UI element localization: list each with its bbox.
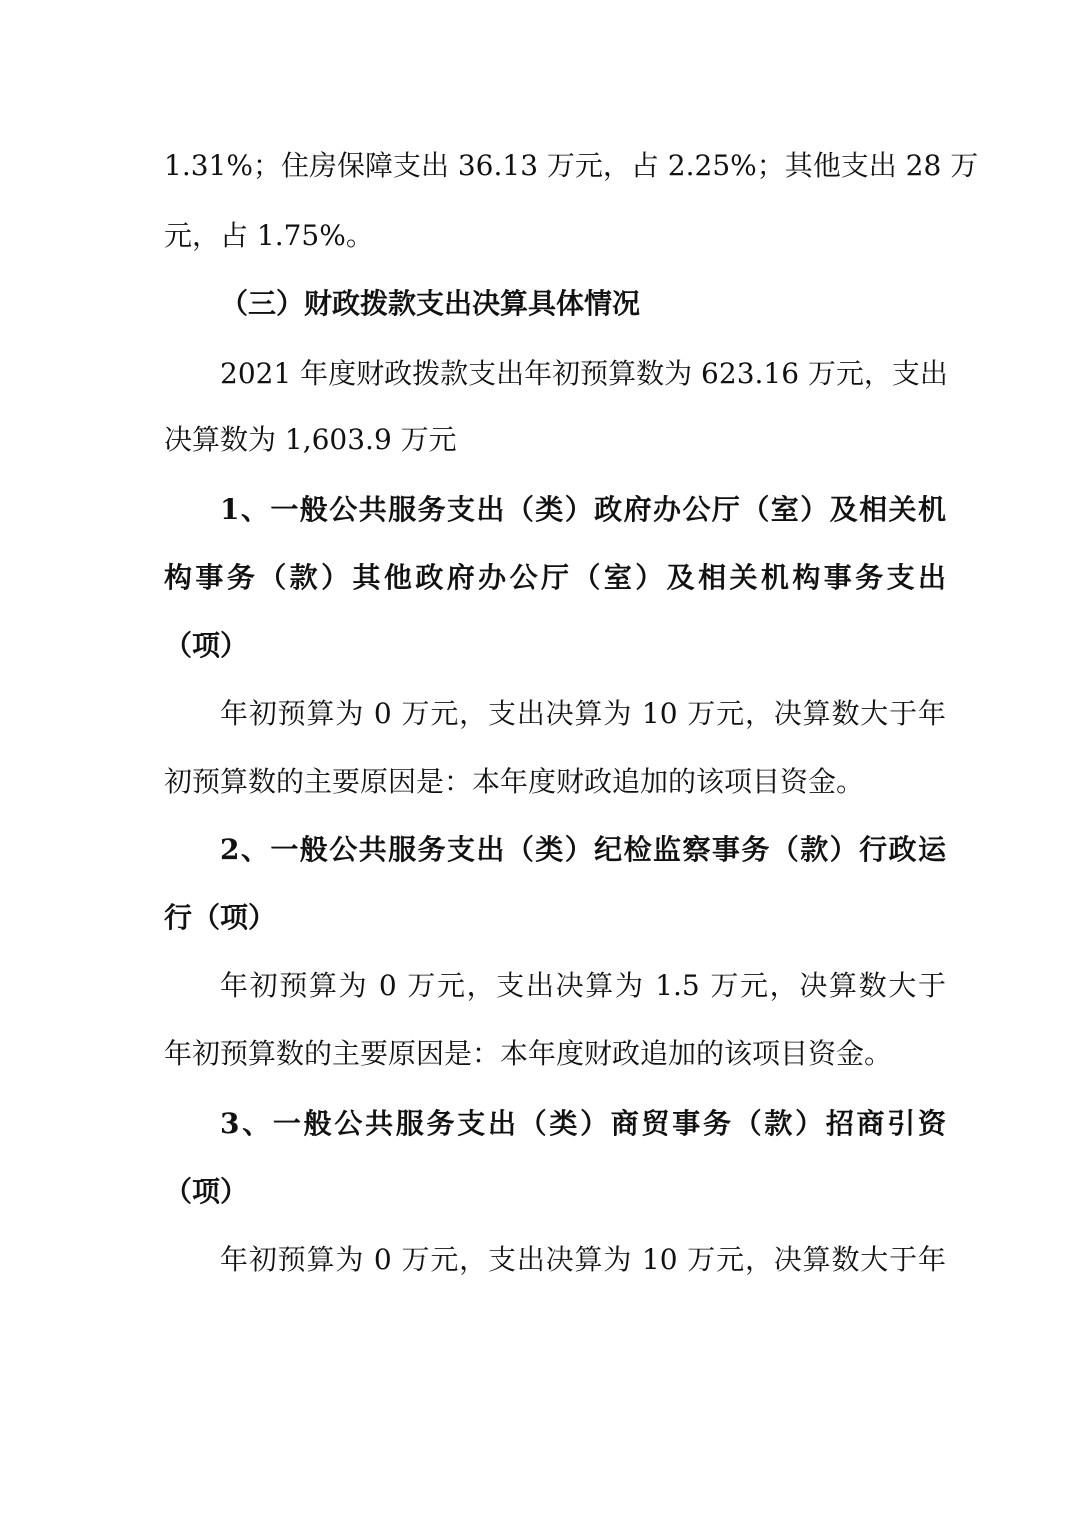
item-heading-line: 3、一般公共服务支出（类）商贸事务（款）招商引资 [220, 1107, 946, 1140]
item-heading-line: 1、一般公共服务支出（类）政府办公厅（室）及相关机 [220, 493, 946, 526]
item-body-line: 年初预算为 0 万元，支出决算为 10 万元，决算数大于年 [220, 1243, 946, 1276]
section-heading: （三）财政拨款支出决算具体情况 [220, 287, 641, 320]
item-heading-line: （项） [164, 1175, 249, 1208]
item-heading-line: 构事务（款）其他政府办公厅（室）及相关机构事务支出 [164, 561, 946, 594]
item-heading-line: 行（项） [164, 901, 277, 934]
item-heading-line: （项） [164, 629, 249, 662]
item-body-line: 年初预算为 0 万元，支出决算为 1.5 万元，决算数大于 [220, 969, 946, 1002]
paragraph-line: 元，占 1.75%。 [164, 219, 374, 252]
item-body-line: 年初预算数的主要原因是：本年度财政追加的该项目资金。 [164, 1037, 893, 1070]
paragraph-line: 决算数为 1,603.9 万元 [164, 423, 457, 456]
item-heading-line: 2、一般公共服务支出（类）纪检监察事务（款）行政运 [220, 833, 946, 866]
paragraph-line: 2021 年度财政拨款支出年初预算数为 623.16 万元，支出 [220, 357, 948, 390]
paragraph-line: 1.31%；住房保障支出 36.13 万元，占 2.25%；其他支出 28 万 [164, 149, 979, 182]
item-body-line: 年初预算为 0 万元，支出决算为 10 万元，决算数大于年 [220, 697, 946, 730]
item-body-line: 初预算数的主要原因是：本年度财政追加的该项目资金。 [164, 765, 865, 798]
